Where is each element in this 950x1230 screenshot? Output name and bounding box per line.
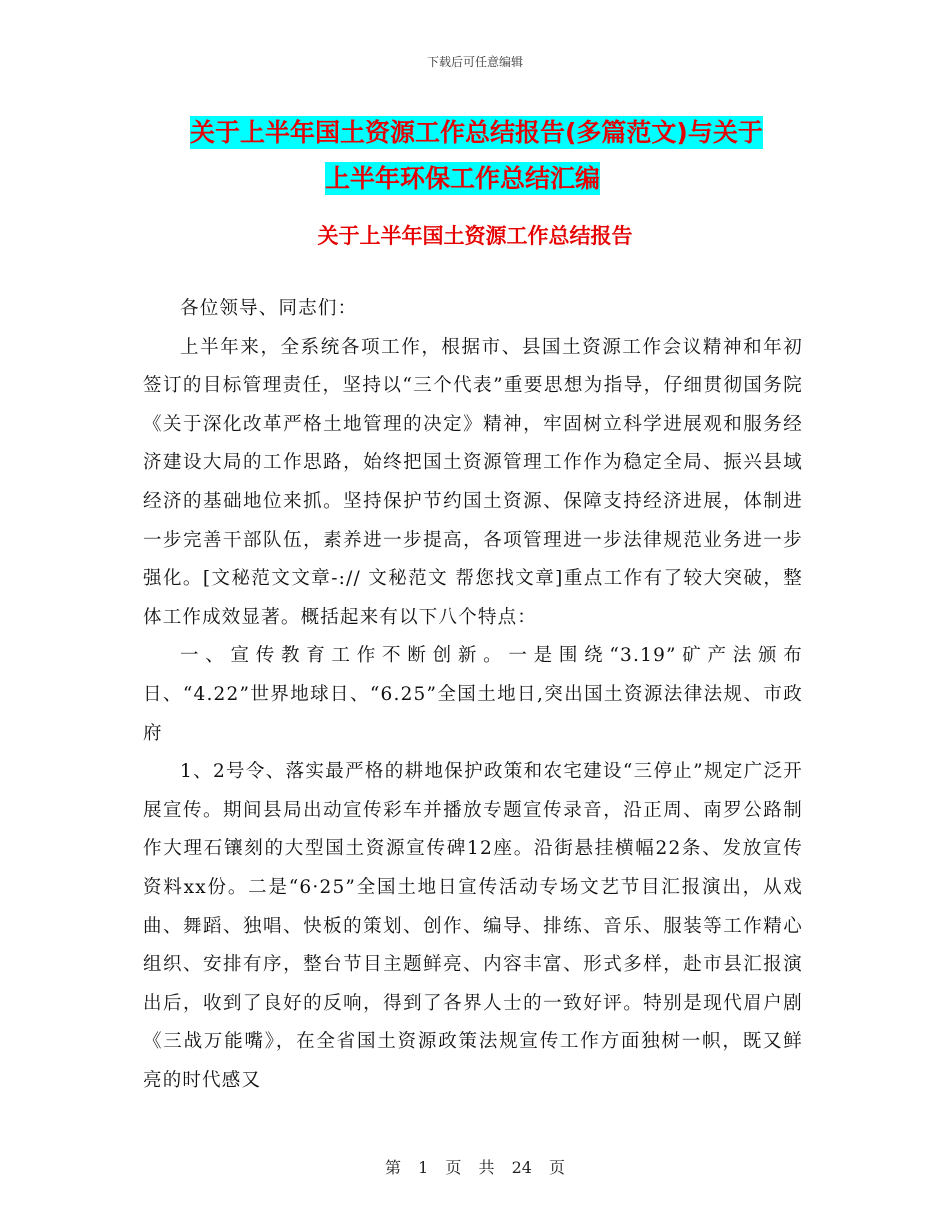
paragraph-salutation: 各位领导、同志们：: [180, 298, 358, 319]
page-header-note: 下载后可任意编辑: [426, 55, 523, 69]
document-title: [190, 110, 810, 202]
footer-di: 第: [384, 1158, 401, 1177]
footer-page-number: 1: [418, 1158, 429, 1177]
title-line-1: 关于上半年国土资源工作总结报告(多篇范文)与关于: [190, 118, 763, 147]
paragraph-section-1: 一、宣传教育工作不断创新。一是围绕“3.19”矿产法颁布日、“4.22”世界地球日、“6.25”全国土地日,突出国土资源法律法规、市政府: [143, 645, 803, 744]
paragraph-section-1-detail: 1、2号令、落实最严格的耕地保护政策和农宅建设“三停止”规定广泛开展宣传。期间县局出动宣传彩车并播放专题宣传录音，沿正周、南罗公路制作大理石镶刻的大型国土资源宣传碑12座。沿街悬挂横幅22条、发放宣传资料xx份。二是“6·25”全国土地日宣传活动专场文艺节目汇报演出，从戏曲、舞蹈、独唱、快板的策划、创作、编导、排练、音乐、服装等工作精心组织、安排有序，整台节目主题鲜亮、内容丰富、形式多样，赴市县汇报演出后，收到了良好的反响，得到了各界人士的一致好评。特别是现代眉户剧《三战万能嘴》，在全省国土资源政策法规宣传工作方面独树一帜，既又鲜亮的时代感又: [143, 761, 803, 1091]
paragraph-intro: 上半年来，全系统各项工作，根据市、县国土资源工作会议精神和年初签订的目标管理责任，坚持以“三个代表”重要思想为指导，仔细贯彻国务院《关于深化改革严格土地管理的决定》精神，牢固树立科学进展观和服务经济建设大局的工作思路，始终把国土资源管理工作作为稳定全局、振兴县域经济的基础地位来抓。坚持保护节约国土资源、保障支持经济进展，体制进一步完善干部队伍，素养进一步提高，各项管理进一步法律规范业务进一步强化。[文秘范文文章-:// 文秘范文 帮您找文章]重点工作有了较大突破，整体工作成效显著。概括起来有以下八个特点：: [143, 336, 803, 628]
footer-gong: 共: [478, 1158, 495, 1177]
footer-ye: 页: [445, 1158, 462, 1177]
title-line-2: 上半年环保工作总结汇编: [325, 164, 601, 193]
section-title: 关于上半年国土资源工作总结报告: [317, 224, 633, 248]
document-body: [143, 290, 803, 1100]
page-footer: [0, 1155, 950, 1178]
footer-total-pages: 24: [511, 1158, 532, 1177]
footer-ye-end: 页: [549, 1158, 566, 1177]
